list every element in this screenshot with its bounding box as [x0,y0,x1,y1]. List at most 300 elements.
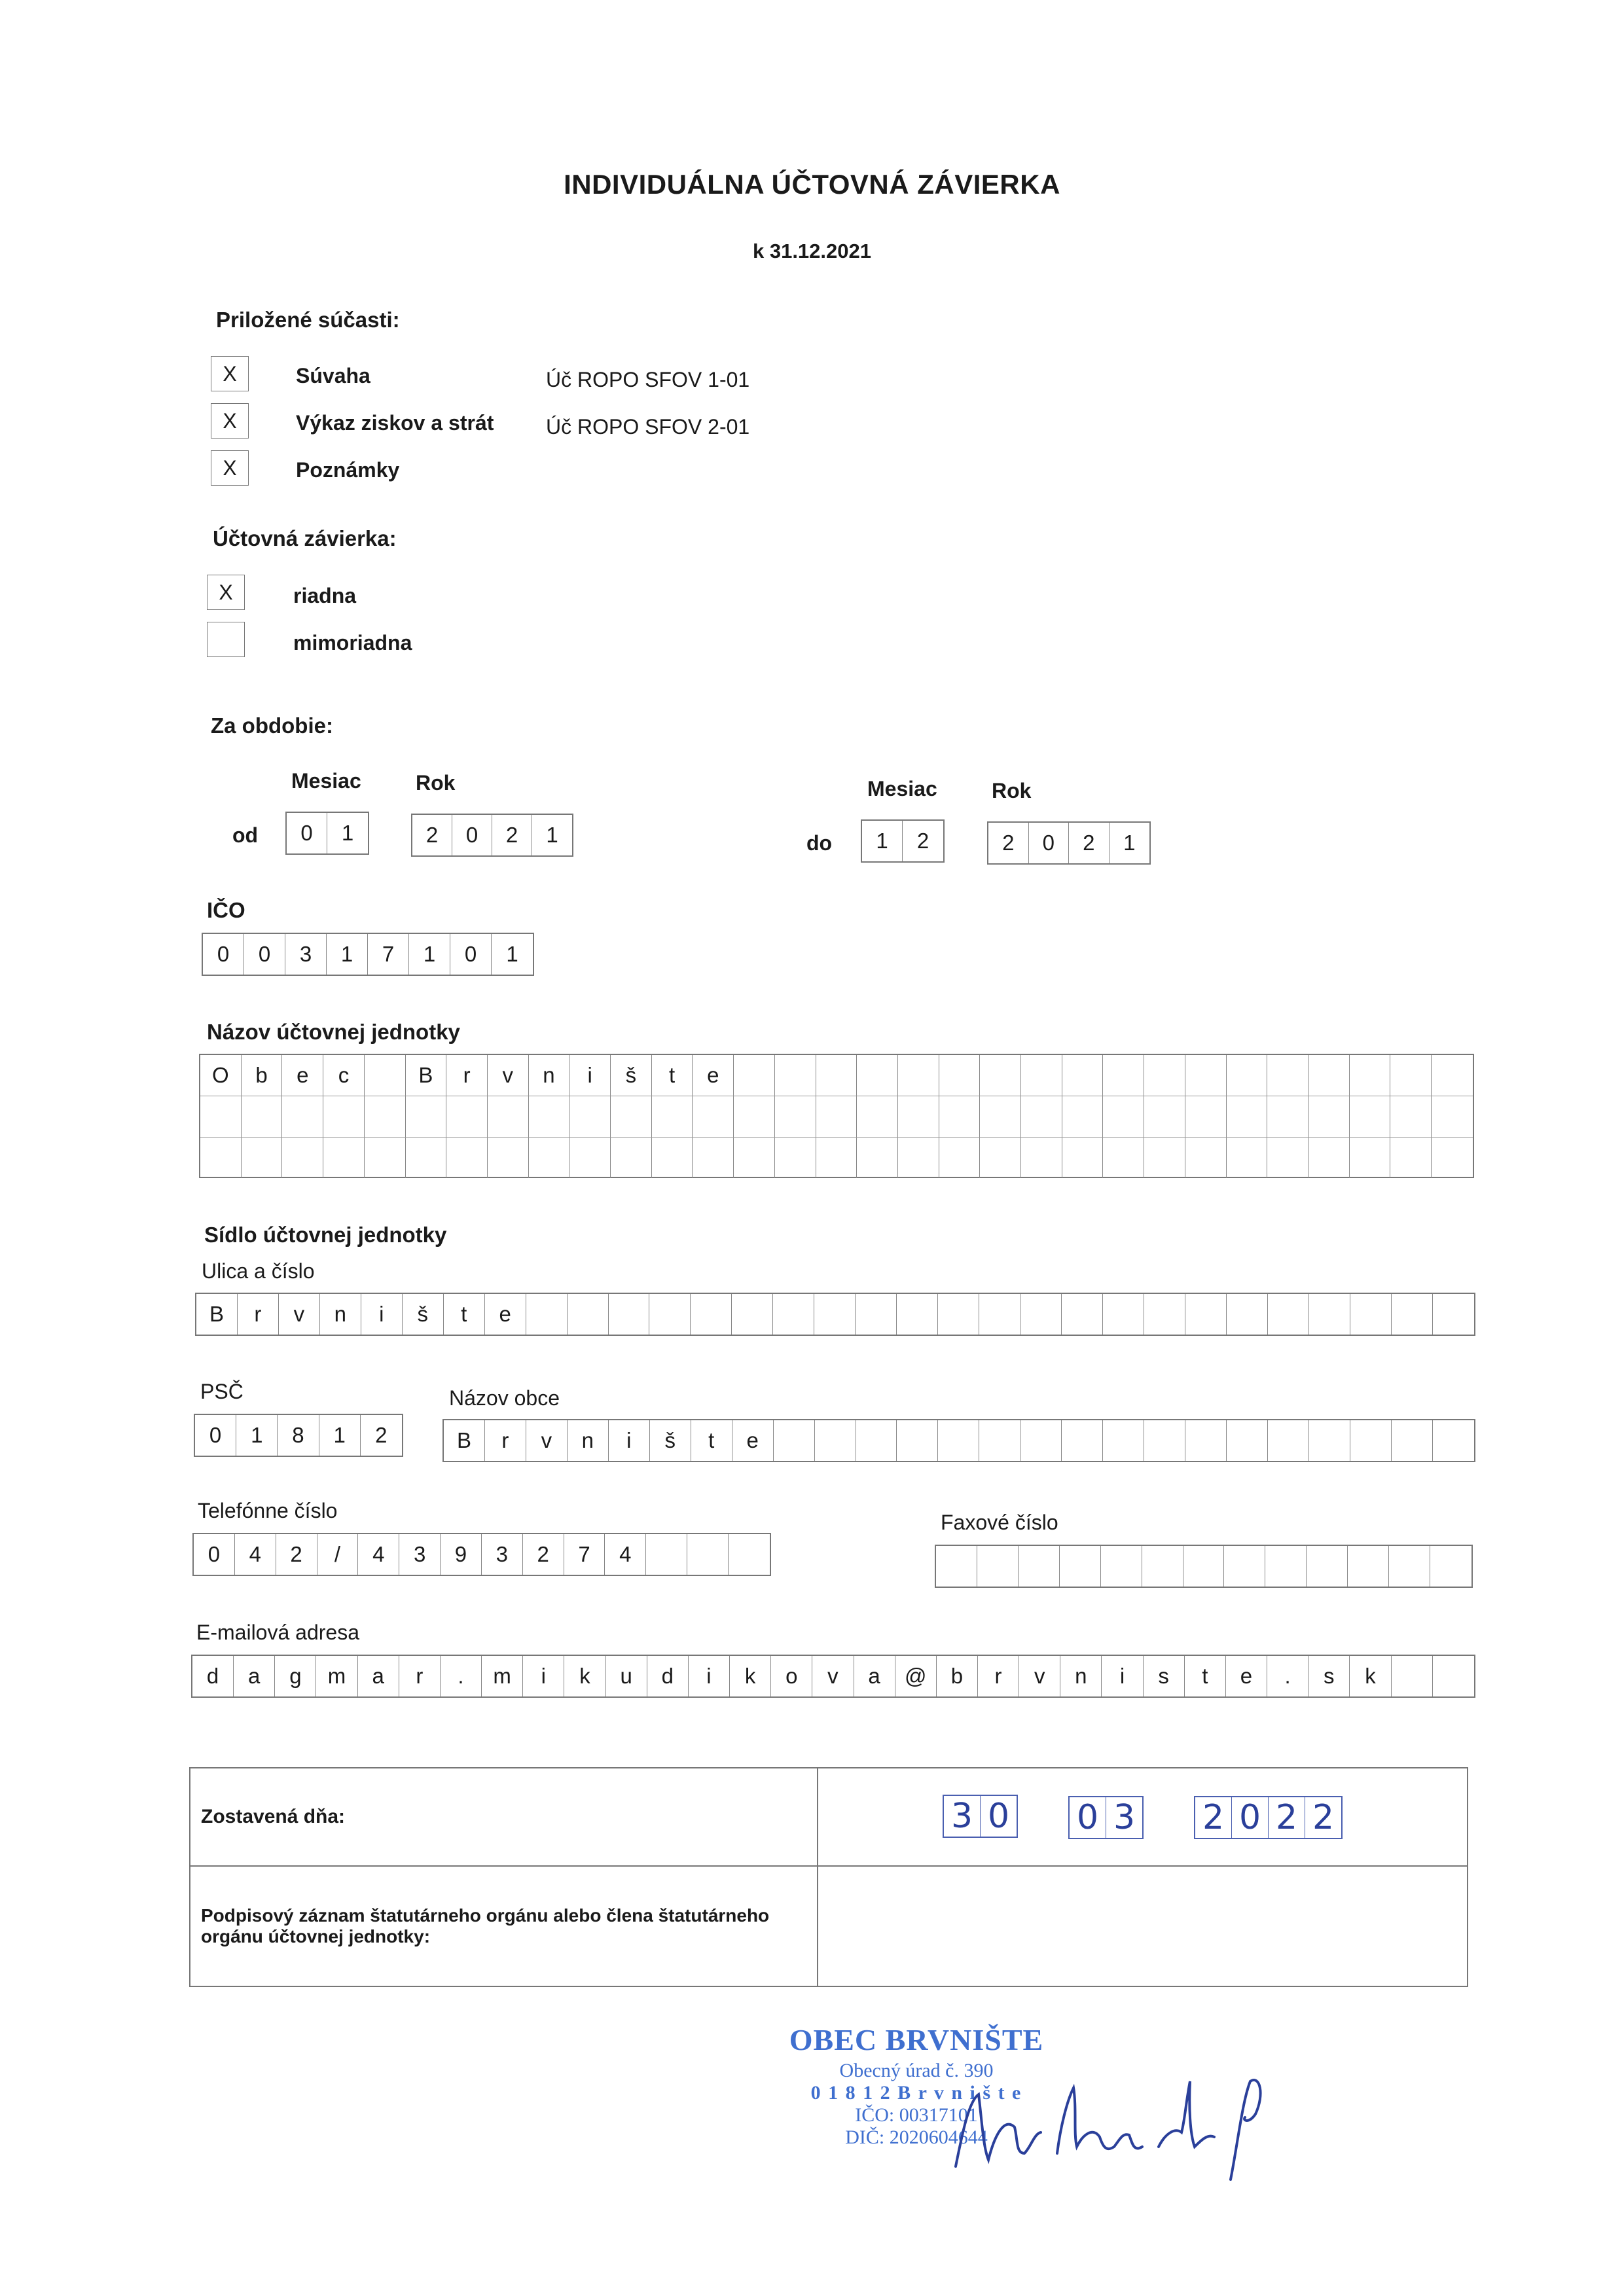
char-cell [938,1294,979,1335]
char-cell: b [937,1656,978,1696]
char-cell [936,1546,977,1587]
char-cell [1433,1420,1474,1461]
char-cell: 2 [523,1534,564,1575]
attachment-code-suvaha: Úč ROPO SFOV 1-01 [546,368,750,391]
char-cell: 0 [194,1534,235,1575]
char-cell: e [1226,1656,1267,1696]
compiled-date-label: Zostavená dňa: [201,1806,346,1827]
char-cell [282,1096,323,1137]
char-cell [446,1138,488,1178]
closing-checkbox-mimoriadna[interactable] [207,622,245,657]
char-cell: 2 [276,1534,317,1575]
entity-name-row-3 [200,1138,1473,1178]
char-cell [1101,1546,1142,1587]
signature-cell[interactable] [818,1866,1468,1986]
entity-name-row-1 [200,1055,1473,1096]
char-cell [773,1294,814,1335]
char-cell [857,1096,898,1137]
stamp-dic: DIČ: 2020604644 [845,2126,988,2148]
char-cell [1390,1055,1432,1096]
closing-label-mimoriadna: mimoriadna [293,631,412,655]
char-cell [939,1055,981,1096]
closing-label-riadna: riadna [293,584,357,607]
period-from-label: od [232,823,259,847]
char-cell [775,1055,816,1096]
char-cell [856,1294,897,1335]
digit-cell: 0 [1029,823,1070,863]
digit-cell: 1 [409,934,450,975]
char-cell [1350,1055,1391,1096]
char-cell [323,1138,365,1178]
char-cell [1144,1055,1185,1096]
ico-label: IČO [207,898,245,922]
char-cell [938,1420,979,1461]
digit-cell: 2 [492,815,532,855]
char-cell: B [196,1294,238,1335]
char-cell [1430,1546,1471,1587]
char-cell: e [732,1420,774,1461]
char-cell [1227,1420,1268,1461]
char-cell [980,1096,1021,1137]
attachments-heading: Priložené súčasti: [216,308,400,332]
period-from-year-label: Rok [416,771,456,795]
char-cell [939,1096,981,1137]
char-cell [1019,1546,1060,1587]
handwritten-digit: 2 [1195,1797,1232,1838]
attachment-code-vykaz: Úč ROPO SFOV 2-01 [546,415,750,439]
digit-cell: 0 [452,815,492,855]
digit-cell: 0 [450,934,492,975]
char-cell [1392,1294,1433,1335]
char-cell [1062,1138,1104,1178]
char-cell [652,1138,693,1178]
char-cell [815,1420,856,1461]
char-cell [979,1420,1020,1461]
char-cell [1020,1420,1062,1461]
char-cell [1062,1096,1104,1137]
entity-name-row-2 [200,1096,1473,1138]
char-cell: r [978,1656,1019,1696]
char-cell [732,1294,773,1335]
digit-cell: 2 [916,829,929,853]
char-cell [1307,1546,1348,1587]
char-cell [1433,1294,1474,1335]
char-cell: 1 [236,1415,278,1456]
fax-field[interactable] [935,1545,1473,1588]
char-cell: 7 [564,1534,605,1575]
char-cell [775,1096,816,1137]
char-cell: k [730,1656,771,1696]
char-cell: r [446,1055,488,1096]
handwritten-digit: 3 [944,1796,981,1837]
char-cell: m [316,1656,357,1696]
char-cell: i [569,1055,611,1096]
char-cell [1432,1055,1473,1096]
char-cell [1021,1138,1062,1178]
attachment-checkbox-poznamky[interactable]: X [211,450,249,486]
char-cell [1020,1294,1062,1335]
digit-cell: 1 [1123,831,1136,855]
phone-field[interactable] [192,1533,771,1576]
psc-field[interactable] [194,1414,403,1457]
char-cell [1350,1138,1391,1178]
char-cell [1227,1294,1268,1335]
handwritten-digit: 0 [1070,1797,1106,1838]
char-cell: b [242,1055,283,1096]
char-cell [1390,1096,1432,1137]
digit-cell: 0 [244,934,285,975]
char-cell: r [238,1294,279,1335]
digit-cell: 3 [285,934,327,975]
char-cell [282,1138,323,1178]
phone-label: Telefónne číslo [198,1499,338,1522]
compiled-year-field [1194,1796,1343,1839]
char-cell: i [361,1294,403,1335]
char-cell [1021,1055,1062,1096]
char-cell: B [444,1420,485,1461]
handwritten-signature [943,2055,1283,2186]
char-cell: š [611,1055,652,1096]
char-cell: i [1102,1656,1143,1696]
digit-cell: 2 [988,823,1029,863]
period-to-month-label: Mesiac [867,777,937,800]
address-heading: Sídlo účtovnej jednotky [204,1223,447,1247]
char-cell [611,1096,652,1137]
char-cell [1227,1055,1268,1096]
char-cell [816,1096,857,1137]
char-cell [687,1534,729,1575]
char-cell: n [320,1294,361,1335]
digit-cell: 1 [341,821,354,845]
char-cell [406,1096,447,1137]
char-cell: O [200,1055,242,1096]
char-cell: n [529,1055,570,1096]
char-cell [1390,1138,1432,1178]
char-cell [1265,1546,1307,1587]
char-cell [857,1138,898,1178]
attachment-label-poznamky: Poznámky [296,458,400,482]
digit-cell: 1 [546,823,558,847]
document-date: k 31.12.2021 [752,240,871,262]
char-cell: 3 [482,1534,523,1575]
char-cell [1144,1138,1185,1178]
char-cell [569,1138,611,1178]
char-cell [1103,1138,1144,1178]
char-cell [1350,1294,1392,1335]
compiled-day-field [943,1795,1018,1838]
char-cell [200,1138,242,1178]
char-cell [1432,1138,1473,1178]
period-heading: Za obdobie: [211,713,333,738]
char-cell: o [771,1656,812,1696]
char-cell: g [275,1656,316,1696]
char-cell [980,1055,1021,1096]
handwritten-digit: 0 [1232,1797,1269,1838]
char-cell: e [485,1294,526,1335]
char-cell: 1 [319,1415,361,1456]
email-label: E-mailová adresa [196,1621,359,1644]
compiled-month-field [1068,1796,1144,1839]
char-cell: 2 [375,1423,388,1447]
char-cell [1185,1138,1227,1178]
char-cell [1144,1420,1185,1461]
char-cell: v [279,1294,320,1335]
char-cell [488,1096,529,1137]
char-cell [1267,1055,1308,1096]
closing-checkbox-riadna[interactable]: X [207,575,245,610]
char-cell [1433,1656,1474,1696]
char-cell [1267,1138,1308,1178]
char-cell: @ [895,1656,937,1696]
street-field[interactable] [195,1293,1475,1336]
char-cell [365,1096,406,1137]
char-cell: 9 [441,1534,482,1575]
char-cell [1185,1420,1227,1461]
char-cell: v [526,1420,568,1461]
char-cell: a [854,1656,895,1696]
char-cell [857,1055,898,1096]
stamp-title: OBEC BRVNIŠTE [789,2023,1044,2056]
char-cell [1392,1420,1433,1461]
attachment-label-vykaz: Výkaz ziskov a strát [296,411,494,435]
char-cell [1103,1420,1144,1461]
char-cell [729,1534,770,1575]
town-label: Názov obce [449,1386,560,1410]
char-cell [529,1138,570,1178]
entity-name-field[interactable] [199,1054,1474,1178]
char-cell [898,1138,939,1178]
town-field[interactable] [442,1419,1475,1462]
char-cell [1308,1138,1350,1178]
char-cell [1185,1096,1227,1137]
email-field[interactable] [191,1655,1475,1698]
char-cell [569,1096,611,1137]
period-from-year-field[interactable] [411,814,573,857]
char-cell [1308,1096,1350,1137]
char-cell [1103,1294,1144,1335]
char-cell [488,1138,529,1178]
signature-table [189,1767,1468,1987]
char-cell: k [564,1656,605,1696]
char-cell [691,1294,732,1335]
char-cell [1309,1294,1350,1335]
char-cell [1144,1096,1185,1137]
char-cell: 8 [278,1415,319,1456]
closing-heading: Účtovná závierka: [213,526,397,550]
char-cell [1142,1546,1183,1587]
char-cell [1432,1096,1473,1137]
char-cell [775,1138,816,1178]
char-cell: 4 [358,1534,399,1575]
char-cell [693,1096,734,1137]
char-cell [734,1096,775,1137]
char-cell [365,1138,406,1178]
char-cell: v [812,1656,854,1696]
char-cell: r [485,1420,526,1461]
char-cell [856,1420,897,1461]
period-to-year-field[interactable] [987,821,1151,865]
char-cell [1062,1420,1103,1461]
char-cell [1392,1656,1433,1696]
char-cell [816,1055,857,1096]
digit-cell: 0 [203,934,244,975]
char-cell: v [488,1055,529,1096]
char-cell [568,1294,609,1335]
char-cell [734,1055,775,1096]
char-cell [897,1294,938,1335]
attachment-checkbox-vykaz[interactable]: X [211,403,249,439]
char-cell [898,1096,939,1137]
char-cell [1185,1055,1227,1096]
char-cell [1183,1546,1225,1587]
char-cell: i [523,1656,564,1696]
handwritten-digit: 2 [1312,1798,1335,1837]
char-cell [529,1096,570,1137]
char-cell [734,1138,775,1178]
char-cell: . [1267,1656,1308,1696]
char-cell: a [234,1656,275,1696]
entity-name-label: Názov účtovnej jednotky [207,1020,460,1044]
char-cell: e [693,1055,734,1096]
period-to-label: do [806,831,833,855]
char-cell [446,1096,488,1137]
attachment-checkbox-suvaha[interactable]: X [211,356,249,391]
ico-field[interactable] [202,933,534,976]
char-cell [652,1096,693,1137]
fax-label: Faxové číslo [941,1511,1058,1534]
char-cell: t [691,1420,732,1461]
char-cell [1227,1138,1268,1178]
char-cell [1268,1420,1309,1461]
char-cell [242,1096,283,1137]
char-cell: r [399,1656,441,1696]
char-cell: 3 [399,1534,441,1575]
stamp-address: 0 1 8 1 2 B r v n i š t e [810,2082,1022,2104]
char-cell: d [192,1656,234,1696]
stamp-office: Obecný úrad č. 390 [839,2060,994,2081]
period-from-month-label: Mesiac [291,769,361,793]
digit-cell: 1 [506,942,518,966]
char-cell [200,1096,242,1137]
char-cell: v [1019,1656,1060,1696]
digit-cell: 0 [287,813,327,853]
char-cell [939,1138,981,1178]
attachment-label-suvaha: Súvaha [296,364,370,387]
char-cell [365,1055,406,1096]
digit-cell: 1 [327,934,368,975]
char-cell: s [1308,1656,1350,1696]
char-cell: i [689,1656,730,1696]
char-cell: t [652,1055,693,1096]
signature-label: Podpisový záznam štatutárneho orgánu alebo člena štatutárneho orgánu účtovnej jednotky: [201,1905,770,1946]
char-cell [774,1420,815,1461]
char-cell [1227,1096,1268,1137]
document-title: INDIVIDUÁLNA ÚČTOVNÁ ZÁVIERKA [564,169,1060,200]
period-from-month-field[interactable] [285,812,369,855]
char-cell: c [323,1055,365,1096]
char-cell: 0 [195,1415,236,1456]
char-cell: š [403,1294,444,1335]
char-cell: n [568,1420,609,1461]
char-cell [1308,1055,1350,1096]
char-cell [1062,1055,1104,1096]
char-cell [1185,1294,1227,1335]
char-cell: k [1350,1656,1391,1696]
char-cell [1268,1294,1309,1335]
char-cell [816,1138,857,1178]
char-cell [1350,1096,1391,1137]
char-cell [898,1055,939,1096]
char-cell [1224,1546,1265,1587]
char-cell: m [482,1656,523,1696]
street-label: Ulica a číslo [202,1259,315,1283]
char-cell [1060,1546,1101,1587]
handwritten-digit: 2 [1269,1797,1305,1838]
char-cell: a [358,1656,399,1696]
char-cell [406,1138,447,1178]
char-cell: t [1185,1656,1226,1696]
char-cell: s [1144,1656,1185,1696]
char-cell [1062,1294,1103,1335]
char-cell [1021,1096,1062,1137]
char-cell [323,1096,365,1137]
char-cell [1348,1546,1389,1587]
char-cell [977,1546,1019,1587]
char-cell: B [406,1055,447,1096]
stamp-ico: IČO: 00317101 [855,2104,978,2126]
char-cell [814,1294,856,1335]
char-cell: . [441,1656,482,1696]
char-cell [1350,1420,1392,1461]
char-cell [1103,1055,1144,1096]
char-cell [979,1294,1020,1335]
char-cell [897,1420,938,1461]
char-cell [526,1294,568,1335]
char-cell [1267,1096,1308,1137]
char-cell: d [647,1656,689,1696]
period-to-month-field[interactable] [861,819,945,863]
char-cell [1309,1420,1350,1461]
char-cell: n [1060,1656,1102,1696]
digit-cell: 1 [862,821,903,861]
handwritten-digit: 3 [1113,1798,1136,1837]
char-cell [1144,1294,1185,1335]
char-cell [1103,1096,1144,1137]
char-cell [980,1138,1021,1178]
char-cell: 4 [605,1534,646,1575]
char-cell: š [650,1420,691,1461]
char-cell: u [606,1656,647,1696]
char-cell: i [609,1420,650,1461]
char-cell [646,1534,687,1575]
char-cell [609,1294,650,1335]
char-cell [1389,1546,1430,1587]
char-cell [242,1138,283,1178]
digit-cell: 2 [1069,823,1110,863]
char-cell [693,1138,734,1178]
char-cell: / [317,1534,359,1575]
digit-cell: 2 [412,815,452,855]
compiled-date-cell[interactable] [818,1768,1468,1866]
period-to-year-label: Rok [992,779,1032,802]
char-cell [611,1138,652,1178]
char-cell [649,1294,691,1335]
char-cell: e [282,1055,323,1096]
digit-cell: 7 [368,934,409,975]
handwritten-digit: 0 [987,1797,1010,1836]
char-cell: 4 [235,1534,276,1575]
char-cell: t [444,1294,485,1335]
